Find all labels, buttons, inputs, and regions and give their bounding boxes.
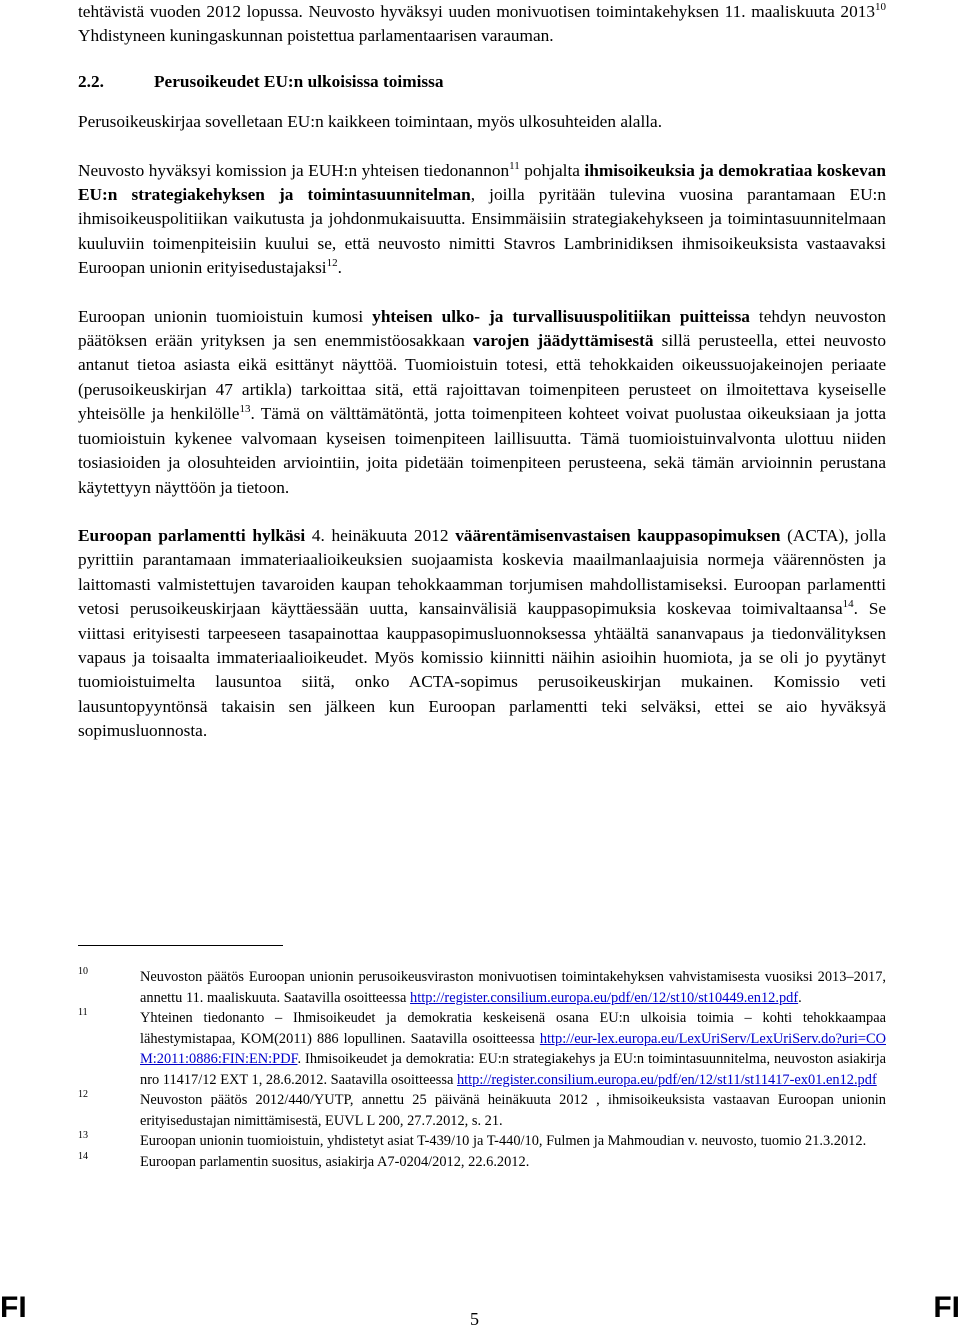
text: . [798, 989, 802, 1006]
text: pohjalta [519, 160, 585, 180]
paragraph-court [78, 305, 886, 500]
footnote-number: 14 [78, 1150, 88, 1162]
section-number: 2.2. [78, 71, 104, 91]
footnote-divider [78, 945, 283, 946]
footnote-ref-12[interactable]: 12 [326, 257, 338, 270]
text: Neuvoston päätös Euroopan unionin perusoikeusviraston monivuotisen toimintakehyksen vahvistamisesta vuosiksi 2013–2017, annettu 11. maaliskuuta. Saatavilla osoitteessa [140, 969, 886, 1006]
footnote-link[interactable]: http://register.consilium.europa.eu/pdf/en/12/st10/st10449.en12.pdf [410, 989, 799, 1006]
bold-text: varojen jäädyttämisestä [472, 331, 654, 351]
text: sillä perusteella, ettei neuvosto antanut tietoa asiasta eikä esittänyt näyttöä. Tuomioistuin totesi, että tehokkaiden oikeussuojakeinojen periaate (perusoikeuskirjan 47 artikla) tarkoittaa sitä, että rajoittavan toimenpiteen perusteet on ilmoitettava kyseiselle yhteisölle ja henkilölle [78, 331, 886, 424]
footnote-link[interactable]: http://eur-lex.europa.eu/LexUriServ/LexUriServ.do?uri=COM:2011:0886:FIN:EN:PDF [140, 1030, 886, 1067]
text: 4. heinäkuuta 2012 [305, 525, 456, 545]
footer-language-left: FI [0, 1291, 27, 1324]
section-heading [78, 70, 886, 94]
text: . Ihmisoikeudet ja demokratia: EU:n strategiakehys ja EU:n toimintasuunnitelma, neuvoston asiakirja nro 11417/12 EXT 1, 28.6.2012. Saatavilla osoitteessa [140, 1051, 886, 1088]
text: Euroopan unionin tuomioistuin kumosi [78, 306, 373, 326]
footnotes [78, 967, 886, 1172]
section-lead: Perusoikeuskirjaa sovelletaan EU:n kaikkeen toimintaan, myös ulkosuhteiden alalla. [78, 112, 663, 132]
bold-text: väärentämisenvastaisen kauppasopimuksen [455, 525, 781, 545]
bold-text: ihmisoikeuksia ja demokratiaa koskevan EU:n strategiakehyksen ja toimintasuunnitelman [78, 160, 886, 205]
footnote-10 [78, 967, 886, 1008]
intro-paragraph [78, 0, 886, 49]
text: , joilla pyritään tulevina vuosina parantamaan EU:n ihmisoikeuspolitiikan vaikutusta ja johdonmukaisuutta. Ensimmäisiin strategiakehykseen ja toimintasuunnitelmaan kuuluviin toimenpiteisiin kuului se, että neuvosto nimitti Stavros Lambrinidiksen ihmisoikeuksista vastaavaksi Euroopan unionin erityisedustajaksi [78, 185, 886, 278]
footnote-number: 13 [78, 1130, 88, 1141]
footnote-14 [78, 1152, 886, 1173]
footnote-text: Neuvoston päätös 2012/440/YUTP, annettu 25 päivänä heinäkuuta 2012 , ihmisoikeuksista vastaavan Euroopan unionin erityisedustajan nimittämisestä, EUVL L 200, 27.7.2012, s. 21. [140, 1092, 886, 1129]
text: tehdyn neuvoston päätöksen erään yrityksen ja sen enemmistöosakkaan [78, 306, 886, 351]
text: Yhteinen tiedonanto – Ihmisoikeudet ja demokratia keskeisenä osana EU:n ulkoisia toimia – kohti tehokkaampaa lähestymistapaa, KOM(2011) 886 lopullinen. Saatavilla osoitteessa [140, 1010, 886, 1047]
text: Neuvosto hyväksyi komission ja EUH:n yhteisen tiedonannon [78, 160, 510, 180]
paragraph-acta [78, 524, 886, 744]
footnote-link[interactable]: http://register.consilium.europa.eu/pdf/en/12/st11/st11417-ex01.en12.pdf [456, 1071, 877, 1088]
footnote-ref-14[interactable]: 14 [842, 598, 854, 611]
main-text [78, 0, 886, 744]
text: . [337, 258, 342, 278]
footnote-text [140, 1008, 886, 1090]
footnote-number: 10 [78, 966, 88, 977]
footnote-ref-13[interactable]: 13 [239, 403, 251, 416]
footnote-number: 11 [78, 1007, 88, 1018]
section-title: Perusoikeudet EU:n ulkoisissa toimissa [154, 71, 444, 91]
paragraph-strategy [78, 159, 886, 281]
bold-text: Euroopan parlamentti hylkäsi [78, 525, 306, 545]
footnote-ref-10[interactable]: 10 [875, 1, 886, 14]
footnote-number: 12 [78, 1089, 88, 1100]
bold-text: yhteisen ulko- ja turvallisuuspolitiikan puitteissa [372, 306, 750, 326]
intro-text: tehtävistä vuoden 2012 lopussa. Neuvosto hyväksyi uuden monivuotisen toimintakehyksen 11. maaliskuuta 2013 [78, 2, 875, 21]
page-number: 5 [470, 1309, 479, 1329]
intro-text-cont: Yhdistyneen kuningaskunnan poistettua parlamentaarisen varauman. [78, 26, 554, 46]
footnote-text: Euroopan parlamentin suositus, asiakirja A7-0204/2012, 22.6.2012. [140, 1153, 530, 1170]
footnote-11 [78, 1008, 886, 1090]
footnote-12 [78, 1090, 886, 1131]
footnote-13 [78, 1131, 886, 1152]
footer-language-right: FI [933, 1291, 960, 1324]
text: . Tämä on välttämätöntä, jotta toimenpiteen kohteet voivat puolustaa oikeuksiaan ja jotta tuomioistuin kykenee valvomaan kyseisen toimenpiteen laillisuutta. Tämä tuomioistuinvalvonta ulottuu niiden tosiasioiden ja olosuhteiden arviointiin, joita pidetään toimenpiteen perusteena, sekä tämän arvioinnin perustana käytettyyn näyttöön ja tietoon. [78, 404, 886, 497]
footnote-text: Euroopan unionin tuomioistuin, yhdistetyt asiat T-439/10 ja T-440/10, Fulmen ja Mahmoudian v. neuvosto, tuomio 21.3.2012. [140, 1133, 867, 1149]
text: (ACTA), jolla pyrittiin parantamaan immateriaalioikeuksien suojaamista koskevia maailmanlaajuisia normeja väärennösten ja laittomasti valmistettujen tavaroiden kaupan tehokkaamman torjumisen mahdollistamiseksi. Euroopan parlamentti vetosi perusoikeuskirjaan käyttäessään uutta, kansainvälisiä kauppasopimuksia koskevaa toimivaltaansa [78, 525, 886, 619]
footnote-text [140, 967, 886, 1008]
text: . Se viittasi erityisesti tarpeeseen tasapainottaa kauppasopimusluonnoksessa yhtäältä sananvapaus ja tiedonvälityksen vapaus ja toisaalta immateriaalioikeudet. Myös komissio kiinnitti näihin asioihin huomiota, ja se oli jo pyytänyt tuomioistuimelta lausuntoa siitä, onko ACTA-sopimus perusoikeuskirjan mukainen. Komissio veti lausuntopyyntönsä takaisin sen jälkeen kun Euroopan parlamentti teki selväksi, ettei se aio hyväksyä sopimusluonnosta. [78, 599, 886, 741]
footnote-ref-11[interactable]: 11 [509, 159, 520, 172]
